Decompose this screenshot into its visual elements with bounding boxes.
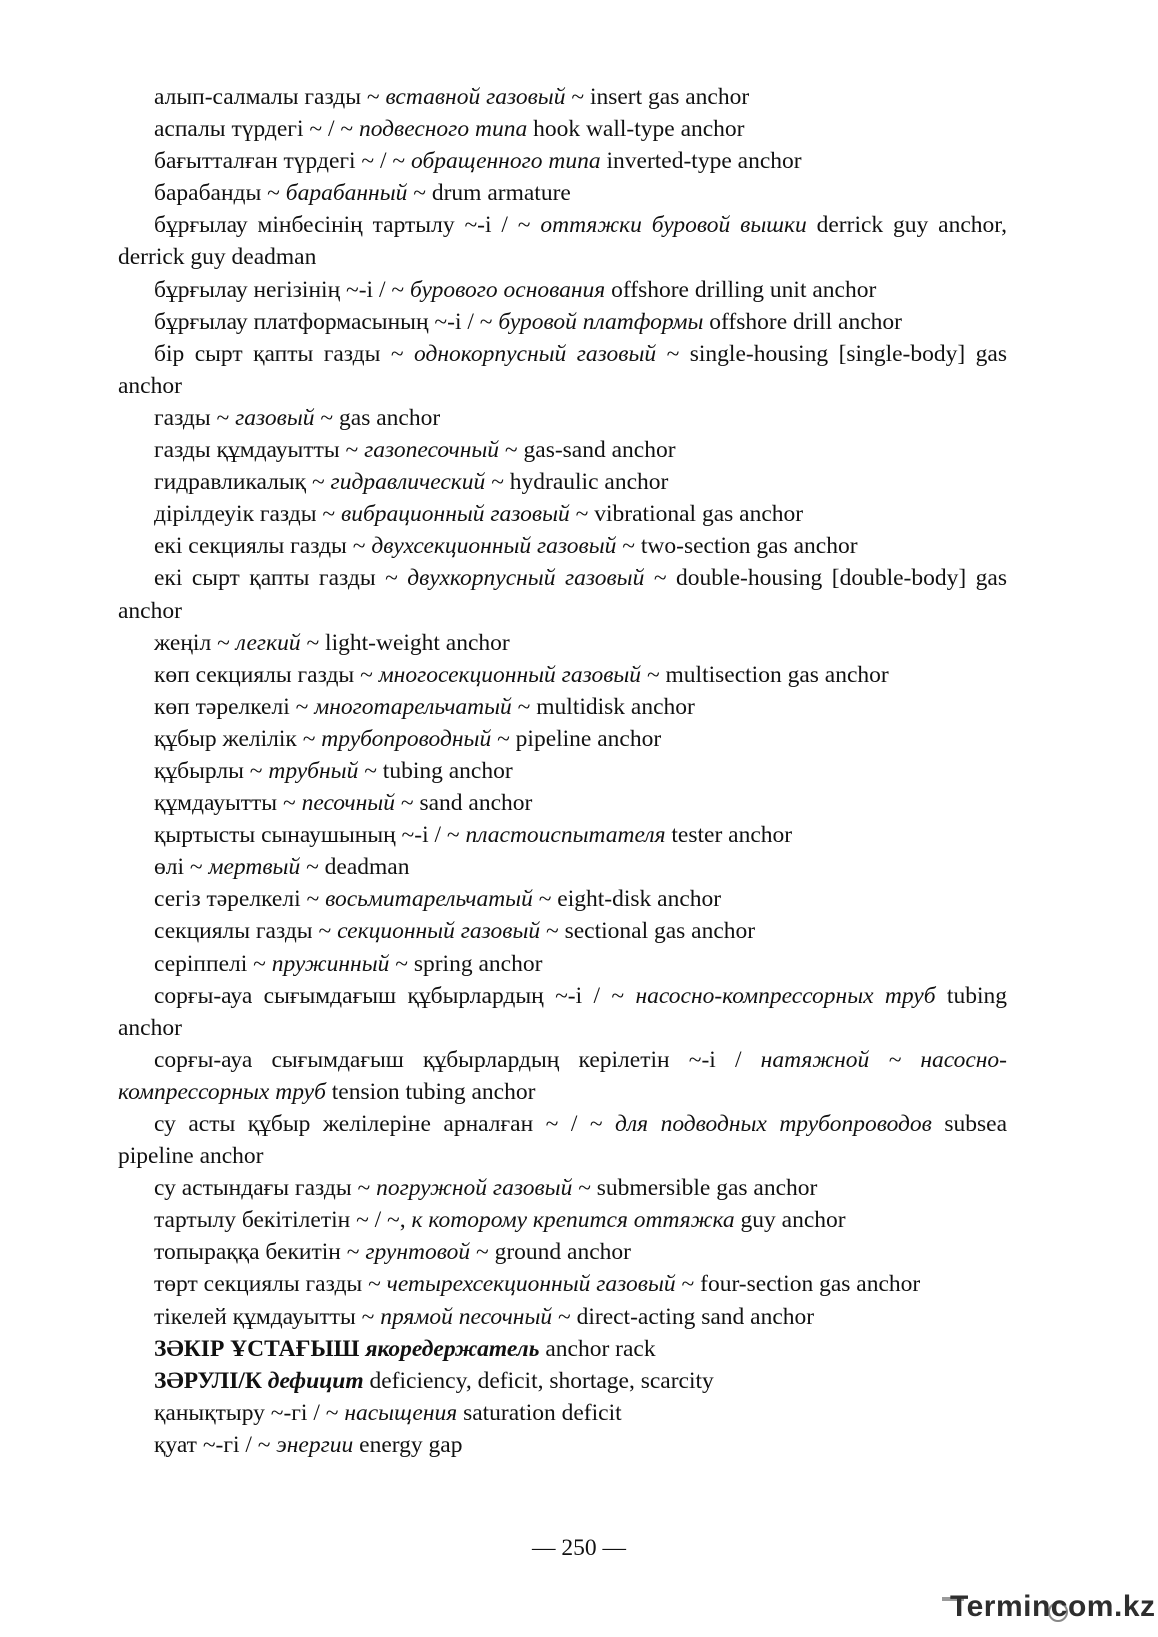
russian-term: газопесочный <box>364 437 500 464</box>
entry-text: сорғы-ауа сығымдағыш құбырлардың керілетін ~-і / <box>154 1046 761 1073</box>
entry-text: offshore drill anchor <box>703 308 902 335</box>
watermark-text: Termincom.kz <box>950 1590 1156 1623</box>
entry-text: су астындағы газды ~ <box>154 1175 377 1202</box>
dictionary-entry <box>118 1365 1007 1397</box>
entry-text: көп секциялы газды ~ <box>154 661 379 688</box>
dictionary-entry <box>118 883 1007 915</box>
entry-text: ~ eight-disk anchor <box>532 886 722 913</box>
russian-term: многотарельчатый <box>314 693 512 720</box>
entry-text: ~ four-section gas anchor <box>675 1271 921 1298</box>
entry-text: saturation deficit <box>457 1399 622 1426</box>
dictionary-entry <box>118 306 1007 338</box>
dictionary-entry <box>118 980 1007 1044</box>
russian-term: буровой платформы <box>498 308 704 335</box>
entry-text: бұрғылау негізінің ~-і / ~ <box>154 276 410 303</box>
entry-text: tubing anchor <box>118 982 1007 1041</box>
entry-text: ~ ground anchor <box>470 1239 631 1266</box>
dictionary-entry <box>118 1301 1007 1333</box>
entry-text: гидравликалық ~ <box>154 469 331 496</box>
russian-term: гидравлический <box>330 469 486 496</box>
entry-text: алып-салмалы газды ~ <box>154 84 386 110</box>
russian-term: подвесного типа <box>358 116 528 143</box>
entry-text: ~ gas-sand anchor <box>499 437 676 464</box>
dictionary-entry <box>118 1429 1007 1461</box>
entry-text: ~ hydraulic anchor <box>485 469 669 496</box>
entry-text: ~ multisection gas anchor <box>641 661 889 688</box>
dictionary-entry <box>118 113 1007 145</box>
russian-term: оттяжки буровой вышки <box>540 212 807 239</box>
entry-text: өлі ~ <box>154 854 209 881</box>
russian-term: восьмитарельчатый <box>325 886 533 913</box>
dictionary-entry <box>118 562 1007 626</box>
entry-text: құбыр желілік ~ <box>154 725 322 752</box>
dictionary-entry <box>118 1108 1007 1172</box>
dictionary-entry <box>118 819 1007 851</box>
entry-text: аспалы түрдегі ~ / ~ <box>154 116 359 143</box>
entry-text: ~ gas anchor <box>314 404 441 431</box>
entry-text: ~ insert gas anchor <box>565 84 750 110</box>
headword: якоредержатель <box>365 1335 540 1362</box>
entry-text: energy gap <box>353 1431 463 1458</box>
russian-term: к которому крепится оттяжка <box>411 1207 735 1234</box>
entry-text: секциялы газды ~ <box>154 918 338 945</box>
dictionary-entry <box>118 948 1007 980</box>
entry-text: ~ drum armature <box>407 180 571 207</box>
dictionary-entry <box>118 530 1007 562</box>
entry-text: құмдауытты ~ <box>154 790 302 817</box>
russian-term: грунтовой <box>365 1239 471 1266</box>
russian-term: песочный <box>301 790 395 817</box>
entry-text: ~ spring anchor <box>389 950 543 977</box>
dictionary-entry <box>118 338 1007 402</box>
entry-text: ~ sand anchor <box>394 790 533 817</box>
dictionary-entry <box>118 691 1007 723</box>
russian-term: легкий <box>235 629 301 656</box>
dictionary-entry <box>118 145 1007 177</box>
dictionary-entry <box>118 402 1007 434</box>
dictionary-entry <box>118 1044 1007 1108</box>
entry-text: қыртысты сынаушының ~-і / ~ <box>154 822 466 849</box>
entry-text: ~ sectional gas anchor <box>540 918 756 945</box>
dictionary-entry <box>118 434 1007 466</box>
dictionary-entry <box>118 1204 1007 1236</box>
russian-term: газовый <box>235 404 315 431</box>
russian-term: многосекционный газовый <box>378 661 642 688</box>
russian-term: четырехсекционный газовый <box>386 1271 676 1298</box>
russian-term: насыщения <box>344 1399 458 1426</box>
russian-term: однокорпусный газовый <box>414 340 657 367</box>
entry-text: серіппелі ~ <box>154 950 272 977</box>
entry-text: tester anchor <box>665 822 793 849</box>
russian-term: трубный <box>268 757 359 784</box>
entry-text: ~ single-housing [single-body] gas anchor <box>118 340 1007 399</box>
russian-term: вставной газовый <box>385 84 566 110</box>
entry-text: сегіз тәрелкелі ~ <box>154 886 326 913</box>
entry-text: tension tubing anchor <box>325 1078 536 1105</box>
entry-text: subsea pipeline anchor <box>118 1111 1008 1170</box>
russian-term: барабанный <box>285 180 408 207</box>
entry-text: бұрғылау платформасының ~-і / ~ <box>154 308 499 335</box>
dictionary-page-body <box>118 81 1007 1461</box>
dictionary-entry <box>118 1236 1007 1268</box>
dictionary-entry <box>118 1172 1007 1204</box>
dictionary-entry <box>118 787 1007 819</box>
entry-text: guy anchor <box>734 1207 846 1234</box>
dictionary-entry <box>118 627 1007 659</box>
russian-term: насосно-компрессорных труб <box>635 982 936 1009</box>
russian-term: трубопроводный <box>321 725 492 752</box>
entry-text: топыраққа бекитін ~ <box>154 1239 366 1266</box>
dictionary-entry <box>118 1397 1007 1429</box>
entry-text: ~ tubing anchor <box>358 757 513 784</box>
entry-text: құбырлы ~ <box>154 757 269 784</box>
entry-text: тартылу бекітілетін ~ / ~, <box>154 1207 412 1234</box>
russian-term: пластоиспытателя <box>465 822 666 849</box>
dictionary-entry <box>118 177 1007 209</box>
entry-text: төрт секциялы газды ~ <box>154 1271 387 1298</box>
dictionary-entry <box>118 1268 1007 1300</box>
entry-text: тікелей құмдауытты ~ <box>154 1303 381 1330</box>
entry-text: газды ~ <box>154 404 236 431</box>
entry-text: сорғы-ауа сығымдағыш құбырлардың ~-і / ~ <box>154 982 636 1009</box>
russian-term: двухсекционный газовый <box>371 533 617 560</box>
headword: ЗӘКІР ҰСТАҒЫШ <box>154 1335 366 1362</box>
entry-text: ~ direct-acting sand anchor <box>552 1303 815 1330</box>
entry-text: anchor rack <box>539 1335 656 1362</box>
entry-text: қанықтыру ~-гі / ~ <box>154 1399 345 1426</box>
entry-text: қуат ~-гі / ~ <box>154 1431 277 1458</box>
dictionary-entry <box>118 659 1007 691</box>
entry-text: deficiency, deficit, shortage, scarcity <box>363 1367 714 1394</box>
entry-text: екі секциялы газды ~ <box>154 533 372 560</box>
russian-term: бурового основания <box>409 276 606 303</box>
entry-text: derrick guy anchor, derrick guy deadman <box>118 212 1008 271</box>
dictionary-entry <box>118 1333 1007 1365</box>
dictionary-entry <box>118 466 1007 498</box>
dictionary-entry <box>118 723 1007 755</box>
entry-text: inverted-type anchor <box>600 148 802 175</box>
entry-text: жеңіл ~ <box>154 629 236 656</box>
dictionary-entry <box>118 209 1007 273</box>
dictionary-entry <box>118 274 1007 306</box>
entry-text: hook wall-type anchor <box>527 116 745 143</box>
entry-text: көп тәрелкелі ~ <box>154 693 315 720</box>
headword: ЗӘРУЛІ/К <box>154 1367 268 1394</box>
russian-term: пружинный <box>271 950 390 977</box>
entry-text: барабанды ~ <box>154 180 286 207</box>
russian-term: вибрационный газовый <box>341 501 570 528</box>
russian-term: обращенного типа <box>411 148 601 175</box>
entry-text: дірілдеуік газды ~ <box>154 501 342 528</box>
russian-term: двухкорпусный газовый <box>407 565 645 592</box>
entry-text: су асты құбыр желілеріне арналған ~ / ~ <box>154 1111 616 1137</box>
russian-term: натяжной ~ насосно-компрессорных труб <box>118 1046 1007 1105</box>
page-number: — 250 — <box>532 1535 626 1561</box>
dictionary-entry <box>118 498 1007 530</box>
dictionary-entry <box>118 81 1007 113</box>
entry-text: ~ submersible gas anchor <box>572 1175 818 1202</box>
dictionary-entry <box>118 851 1007 883</box>
entry-text: ~ pipeline anchor <box>491 725 662 752</box>
entry-text: ~ light-weight anchor <box>300 629 510 656</box>
russian-term: мертвый <box>208 854 301 881</box>
dictionary-entry <box>118 755 1007 787</box>
watermark-logo <box>942 1590 1156 1634</box>
entry-text: бағытталған түрдегі ~ / ~ <box>154 148 411 175</box>
entry-text: ~ deadman <box>300 854 410 881</box>
headword: дефицит <box>267 1367 364 1394</box>
russian-term: секционный газовый <box>337 918 541 945</box>
entry-text: ~ vibrational gas anchor <box>569 501 804 528</box>
entry-text: газды құмдауытты ~ <box>154 437 365 464</box>
russian-term: для подводных трубопроводов <box>615 1111 932 1137</box>
entry-text: бұрғылау мінбесінің тартылу ~-і / ~ <box>154 212 541 239</box>
entry-text: ~ double-housing [double-body] gas anchor <box>118 565 1007 624</box>
russian-term: прямой песочный <box>380 1303 553 1330</box>
entry-text: offshore drilling unit anchor <box>605 276 877 303</box>
entry-text: ~ multidisk anchor <box>511 693 695 720</box>
russian-term: погружной газовый <box>376 1175 573 1202</box>
entry-text: екі сырт қапты газды ~ <box>154 565 408 592</box>
dictionary-entry <box>118 915 1007 947</box>
entry-text: ~ two-section gas anchor <box>616 533 858 560</box>
entry-text: бір сырт қапты газды ~ <box>154 340 414 367</box>
russian-term: энергии <box>276 1431 354 1458</box>
